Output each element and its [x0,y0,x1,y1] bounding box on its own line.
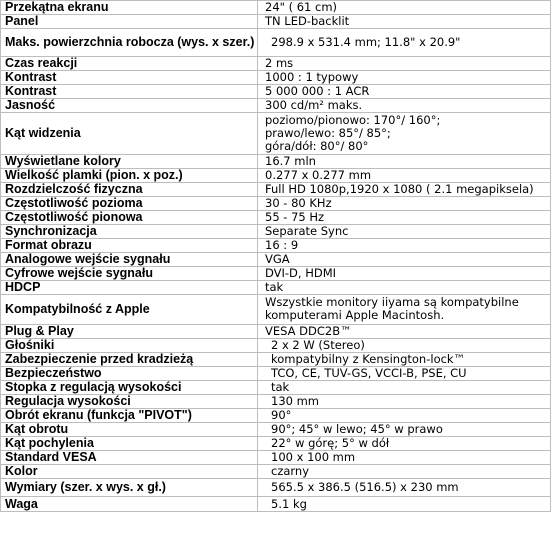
spec-row [1,99,551,113]
spec-label: Kontrast [1,85,258,99]
spec-row [1,211,551,225]
spec-value-line: 5.1 kg [271,496,307,511]
spec-value [258,479,551,497]
spec-label: Wymiary (szer. x wys. x gł.) [1,479,258,497]
spec-value [258,1,551,15]
spec-row [1,281,551,295]
spec-label: Format obrazu [1,239,258,253]
spec-row [1,183,551,197]
spec-value-line: Wszystkie monitory iiyama są kompatybilne [265,295,519,309]
spec-value-line: 2 ms [265,56,294,70]
spec-table-body [1,1,551,512]
spec-label: Zabezpieczenie przed kradzieżą [1,353,258,367]
spec-value-line: 130 mm [271,394,320,408]
spec-value-line: 16 : 9 [265,238,299,252]
spec-row [1,1,551,15]
spec-value-line: poziomo/pionowo: 170°/ 160°; [265,113,441,127]
spec-label: Kontrast [1,71,258,85]
spec-value [258,267,551,281]
spec-row [1,409,551,423]
spec-value-line: TN LED-backlit [265,14,350,28]
spec-row [1,85,551,99]
spec-value-line: 55 - 75 Hz [265,210,325,224]
spec-label: Panel [1,15,258,29]
spec-value-line: 90° [271,408,292,422]
spec-value [258,155,551,169]
spec-value [258,423,551,437]
spec-label: Wielkość plamki (pion. x poz.) [1,169,258,183]
spec-row [1,15,551,29]
spec-value-line: czarny [271,464,310,478]
spec-label: Kąt obrotu [1,423,258,437]
spec-label: Jasność [1,99,258,113]
spec-label: Maks. powierzchnia robocza (wys. x szer.) [1,29,258,57]
spec-value-line: prawo/lewo: 85°/ 85°; [265,126,391,140]
spec-label: Cyfrowe wejście sygnału [1,267,258,281]
spec-value-line: Separate Sync [265,224,349,238]
spec-row [1,267,551,281]
spec-value [258,211,551,225]
spec-label: Kąt widzenia [1,113,258,155]
spec-value-line: Full HD 1080p,1920 x 1080 ( 2.1 megapiksela) [265,182,534,196]
spec-value [258,367,551,381]
spec-value-line: VESA DDC2B™ [265,324,352,338]
spec-value [258,409,551,423]
spec-value [258,29,551,57]
spec-label: Regulacja wysokości [1,395,258,409]
spec-value [258,197,551,211]
spec-row [1,339,551,353]
spec-row [1,253,551,267]
spec-value-line: 16.7 mln [265,154,316,168]
spec-row [1,465,551,479]
spec-label: Czas reakcji [1,57,258,71]
spec-row [1,367,551,381]
spec-label: Obrót ekranu (funkcja "PIVOT") [1,409,258,423]
spec-row [1,295,551,325]
spec-value [258,15,551,29]
spec-value [258,451,551,465]
spec-label: Kąt pochylenia [1,437,258,451]
spec-value [258,225,551,239]
spec-value-line: VGA [265,252,290,266]
spec-value-line: tak [265,280,284,294]
spec-value-line: 565.5 x 386.5 (516.5) x 230 mm [271,480,459,494]
spec-value [258,437,551,451]
spec-value-line: góra/dół: 80°/ 80° [265,139,369,153]
spec-value [258,395,551,409]
spec-row [1,395,551,409]
spec-row [1,497,551,512]
spec-value-line: 2 x 2 W (Stereo) [271,338,365,352]
spec-row [1,437,551,451]
spec-label: Przekątna ekranu [1,1,258,15]
spec-value [258,353,551,367]
spec-value [258,281,551,295]
spec-label: Wyświetlane kolory [1,155,258,169]
spec-value-line: komputerami Apple Macintosh. [265,308,445,322]
spec-value-line: kompatybilny z Kensington-lock™ [271,352,466,366]
spec-label: Częstotliwość pozioma [1,197,258,211]
spec-value-line: 300 cd/m² maks. [265,98,363,112]
spec-row [1,169,551,183]
spec-value [258,57,551,71]
spec-value-line: 90°; 45° w lewo; 45° w prawo [271,422,443,436]
spec-value [258,381,551,395]
spec-row [1,451,551,465]
spec-row [1,423,551,437]
spec-value-line: 30 - 80 KHz [265,196,332,210]
spec-value [258,239,551,253]
spec-label: HDCP [1,281,258,295]
spec-value [258,169,551,183]
spec-value-line: 100 x 100 mm [271,450,356,464]
spec-label: Częstotliwość pionowa [1,211,258,225]
spec-value [258,497,551,512]
spec-label: Kolor [1,465,258,479]
spec-row [1,479,551,497]
spec-label: Plug & Play [1,325,258,339]
spec-label: Synchronizacja [1,225,258,239]
spec-row [1,197,551,211]
spec-label: Analogowe wejście sygnału [1,253,258,267]
spec-value [258,295,551,325]
spec-value [258,71,551,85]
spec-value-line: 24" ( 61 cm) [265,0,338,14]
spec-row [1,225,551,239]
spec-row [1,381,551,395]
spec-row [1,239,551,253]
spec-value-line: 5 000 000 : 1 ACR [265,84,370,98]
spec-value [258,113,551,155]
spec-value [258,253,551,267]
spec-label: Stopka z regulacją wysokości [1,381,258,395]
spec-value-line: 1000 : 1 typowy [265,70,359,84]
spec-value [258,85,551,99]
spec-value-line: tak [271,380,290,394]
spec-value-line: DVI-D, HDMI [265,266,337,280]
spec-row [1,353,551,367]
spec-row [1,29,551,57]
spec-row [1,71,551,85]
spec-value [258,339,551,353]
spec-label: Bezpieczeństwo [1,367,258,381]
spec-row [1,325,551,339]
spec-label: Standard VESA [1,451,258,465]
spec-value [258,465,551,479]
spec-value [258,183,551,197]
spec-value [258,325,551,339]
spec-value [258,99,551,113]
spec-row [1,113,551,155]
spec-value-line: TCO, CE, TUV-GS, VCCI-B, PSE, CU [271,366,467,380]
spec-value-line: 22° w górę; 5° w dół [271,436,390,450]
spec-label: Kompatybilność z Apple [1,295,258,325]
spec-label: Waga [1,497,258,512]
spec-value-line: 298.9 x 531.4 mm; 11.8" x 20.9" [271,35,461,49]
spec-label: Rozdzielczość fizyczna [1,183,258,197]
spec-label: Głośniki [1,339,258,353]
spec-value-line: 0.277 x 0.277 mm [265,168,372,182]
spec-row [1,155,551,169]
spec-row [1,57,551,71]
